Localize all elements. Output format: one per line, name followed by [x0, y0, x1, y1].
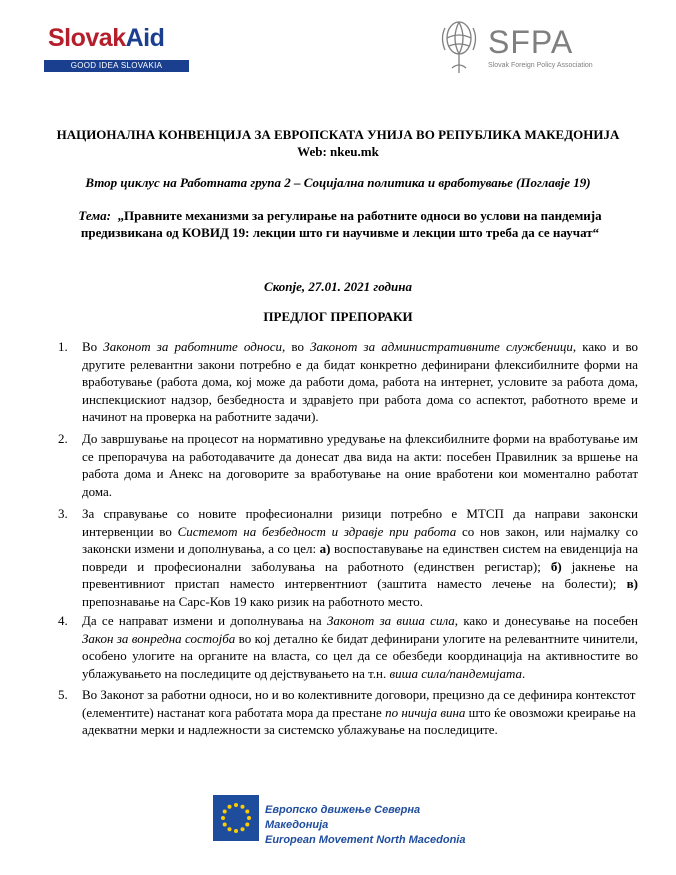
slovakaid-tagline: GOOD IDEA SLOVAKIA [44, 60, 189, 72]
recommendation-number: 4. [58, 613, 68, 628]
place-date: Скопје, 27.01. 2021 година [264, 279, 412, 294]
recommendation-3 [58, 505, 638, 610]
recommendation-number: 3. [58, 506, 68, 521]
sfpa-emblem-icon [436, 18, 482, 76]
eu-flag-icon [213, 795, 259, 841]
item-marker-b: б) [550, 558, 562, 574]
emnm-name-mk: Европско движење Северна Македонија [265, 804, 421, 831]
no-fault-phrase: по ничија вина [385, 704, 466, 720]
rec4-text: Да се направат измени и дополнувања на [82, 613, 327, 628]
section-title: ПРЕДЛОГ ПРЕПОРАКИ [263, 309, 413, 324]
recommendation-number: 5. [58, 687, 68, 702]
rec3-text: воспоставување на единствен систем на евиденција на повреди и професионални заболувања на работното (единствен регистар); [82, 541, 638, 574]
safety-health-system: Системот на безбедност и здравје при работа [177, 523, 457, 539]
slovakaid-wordmark [48, 24, 164, 53]
sfpa-logo [432, 18, 632, 76]
slovakaid-name-part1: Slovak [48, 24, 126, 52]
european-movement-names [265, 803, 473, 848]
item-marker-v: в) [626, 576, 638, 591]
rec3-text: препознавање на Сарс-Ков 19 како ризик на работното место. [82, 593, 424, 609]
law-labour-relations: Законот за работните односи [103, 339, 283, 354]
slovakaid-logo [44, 18, 194, 74]
item-marker-a: а) [319, 541, 331, 556]
rec3-text: За справување со новите професионални ризици потребно е МТСП да направи законски интервенции во [82, 506, 638, 539]
slovakaid-name-part2: Aid [125, 24, 165, 52]
rec3-text: со нов закон, или најмалку со законски измени и дополнувања, а со цел: [82, 523, 639, 556]
rec2-text: До завршување на процесот на нормативно уредување на флексибилните форми на вработување им се препорачува на работодавачите да донесат два вида на акти: посебен Правилник за вршење на работа дома и Анекс на договорите за вработување на оние вработени кои моментално работат дома. [82, 431, 638, 499]
rec4-text: во кој детално ќе бидат дефинирани улогите на релевантните чинители, особено улогите на органите на власта, со цел да се обезбеди координација на активностите во ублажувањето на последиците од дејствувањето на т.н. [82, 630, 638, 681]
recommendation-4 [58, 612, 638, 682]
document-title: НАЦИОНАЛНА КОНВЕНЦИЈА ЗА ЕВРОПСКАТА УНИЈА ВО РЕПУБЛИКА МАКЕДОНИЈА [56, 127, 620, 142]
theme-block [60, 207, 620, 241]
theme-label: Тема: [78, 208, 111, 223]
sfpa-subtitle: Slovak Foreign Policy Association [488, 62, 593, 69]
eu-stars-icon [213, 795, 259, 841]
rec5-text: Во Законот за работни односи, но и во колективните договори, прецизно да се дефинира контекстот (елементите) настанат кога работата мора да престане [82, 687, 636, 720]
rec1-text: , во [282, 339, 311, 354]
recommendation-1 [58, 338, 638, 426]
sfpa-wordmark: SFPA [488, 24, 574, 60]
law-state-of-emergency: Закон за вонредна состојба [82, 630, 236, 646]
rec1-text: , како и во другите релевантни закони потребно е да бидат конкретно дефинирани флексибилните форми на вработување (работа дома, кој може да работи дома, работа на интернет, условите за работа дома, инспекцискиот надзор, безбедноста и здравјето при работа дома со аспектот, работното време и начинот на проверка на работните задачи). [82, 339, 638, 424]
rec4-text: . [522, 665, 526, 681]
recommendation-number: 1. [58, 339, 68, 354]
recommendation-2 [58, 430, 638, 500]
emnm-name-en: European Movement North Macedonia [265, 834, 466, 846]
rec4-text: , како и донесување на посебен [454, 613, 638, 628]
website-line: Web: nkeu.mk [297, 144, 379, 159]
force-majeure-pandemic: виша сила/пандемијата [389, 665, 523, 681]
recommendation-5 [58, 686, 638, 739]
rec5-text: што ќе овозможи креирање на адекватни мерки и надлежности за системско ублажување на последиците. [82, 704, 636, 737]
cycle-line: Втор циклус на Работната група 2 – Социјална политика и вработување (Поглавје 19) [85, 175, 591, 190]
rec3-text: јакнење на превентивниот пристап наместо интервентниот (заштита наместо лечење на болести); [82, 558, 638, 591]
recommendation-number: 2. [58, 431, 68, 446]
rec1-text: Во [82, 339, 104, 354]
law-administrative-servants: Законот за административните службеници [310, 339, 573, 354]
theme-text: „Правните механизми за регулирање на работните односи во услови на пандемија предизвикана од КОВИД 19: лекции што ги научивме и лекции што треба да се научат“ [80, 208, 602, 240]
law-force-majeure: Законот за виша сила [326, 613, 455, 628]
european-movement-logo [213, 795, 473, 846]
